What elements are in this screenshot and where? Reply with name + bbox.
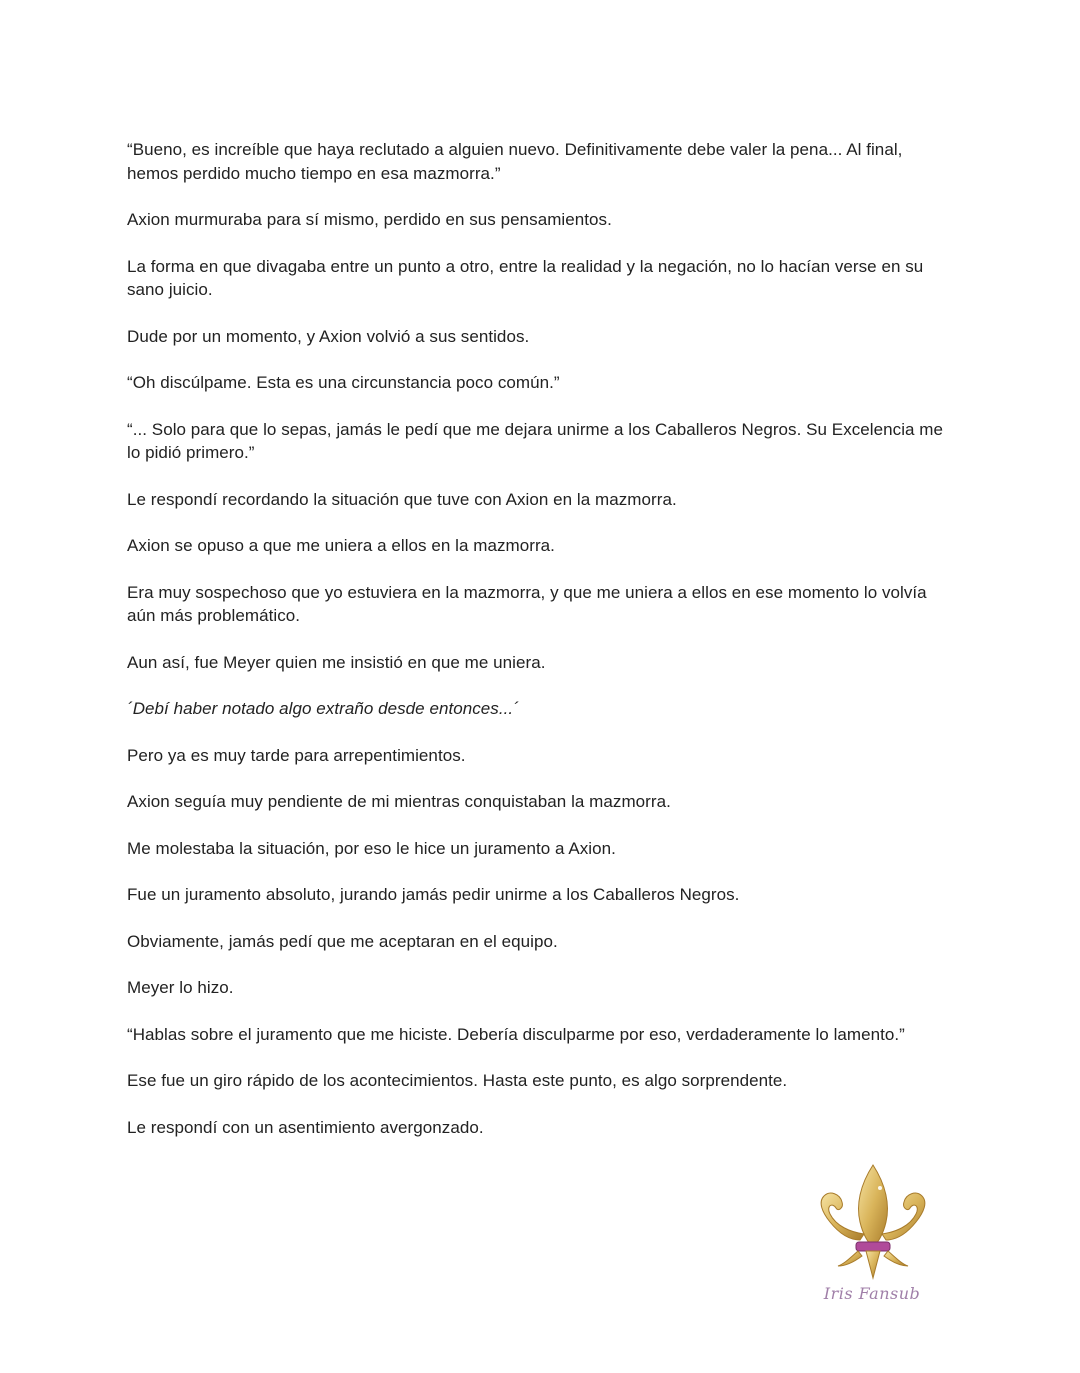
paragraph: Era muy sospechoso que yo estuviera en la mazmorra, y que me uniera a ellos en ese momento lo volvía aún más problemático. <box>127 582 927 625</box>
paragraph: Axion murmuraba para sí mismo, perdido en sus pensamientos. <box>127 210 612 229</box>
paragraph: Me molestaba la situación, por eso le hice un juramento a Axion. <box>127 838 616 858</box>
paragraph: Le respondí con un asentimiento avergonzado. <box>127 1117 484 1137</box>
paragraph: Dude por un momento, y Axion volvió a sus sentidos. <box>127 326 530 346</box>
paragraph: Ese fue un giro rápido de los acontecimientos. Hasta este punto, es algo sorprendente. <box>127 1071 788 1090</box>
paragraph: Pero ya es muy tarde para arrepentimientos. <box>127 745 466 765</box>
paragraph: Axion se opuso a que me uniera a ellos en la mazmorra. <box>127 536 555 555</box>
paragraph: Meyer lo hizo. <box>127 978 234 997</box>
paragraph: La forma en que divagaba entre un punto a otro, entre la realidad y la negación, no lo hacían verse en su sano juicio. <box>127 256 924 299</box>
paragraph: Le respondí recordando la situación que tuve con Axion en la mazmorra. <box>127 489 677 509</box>
paragraph: “Bueno, es increíble que haya reclutado a alguien nuevo. Definitivamente debe valer la pena... Al final, hemos perdido mucho tiempo en esa mazmorra.” <box>127 140 903 183</box>
paragraph: Aun así, fue Meyer quien me insistió en que me uniera. <box>127 652 546 672</box>
paragraph: “... Solo para que lo sepas, jamás le pedí que me dejara unirme a los Caballeros Negros. Su Excelencia me lo pidió primero.” <box>127 419 944 462</box>
logo-signature: Iris Fansub <box>823 1284 921 1303</box>
paragraph: Obviamente, jamás pedí que me aceptaran en el equipo. <box>127 931 558 951</box>
document-body <box>127 138 957 1162</box>
paragraph: “Hablas sobre el juramento que me hiciste. Debería disculparme por eso, verdaderamente lo lamento.” <box>127 1024 905 1044</box>
paragraph: Fue un juramento absoluto, jurando jamás pedir unirme a los Caballeros Negros. <box>127 885 740 904</box>
paragraph: Axion seguía muy pendiente de mi mientras conquistaban la mazmorra. <box>127 792 671 811</box>
paragraph-italic-thought: ´Debí haber notado algo extraño desde entonces...´ <box>127 699 519 718</box>
paragraph: “Oh discúlpame. Esta es una circunstancia poco común.” <box>127 373 560 392</box>
